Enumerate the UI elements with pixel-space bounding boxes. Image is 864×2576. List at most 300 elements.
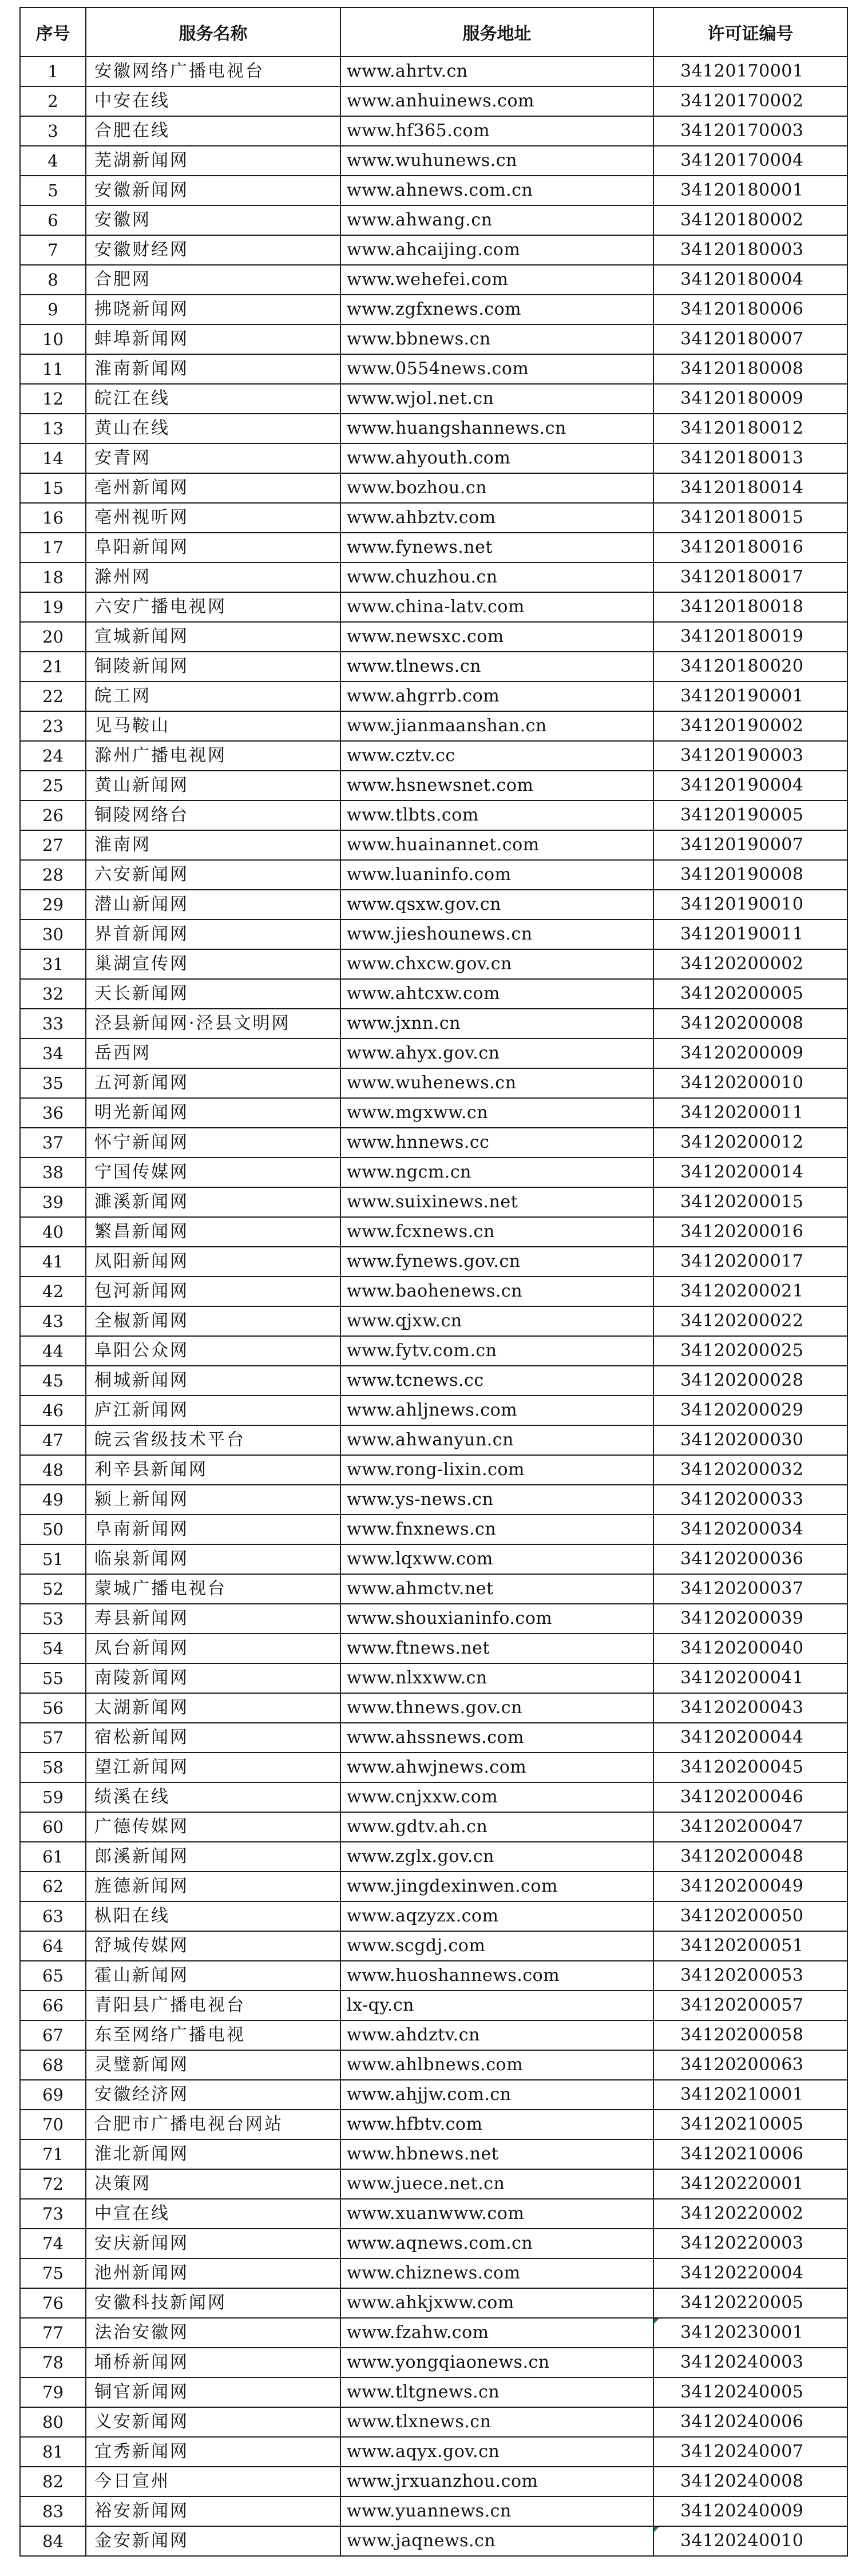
service-address: www.cztv.cc — [340, 741, 653, 771]
service-name: 绩溪在线 — [86, 1782, 340, 1812]
table-row — [20, 503, 847, 533]
service-name: 濉溪新闻网 — [86, 1187, 340, 1217]
service-name: 东至网络广播电视 — [86, 2020, 340, 2050]
service-name: 凤阳新闻网 — [86, 1247, 340, 1277]
license-number: 34120180017 — [653, 562, 847, 592]
license-number: 34120200063 — [653, 2050, 847, 2080]
license-number: 34120190003 — [653, 741, 847, 771]
service-name: 安徽科技新闻网 — [86, 2288, 340, 2318]
license-number: 34120200005 — [653, 979, 847, 1009]
license-number: 34120220005 — [653, 2288, 847, 2318]
table-row — [20, 1455, 847, 1485]
table-row — [20, 1693, 847, 1723]
service-name: 安徽经济网 — [86, 2080, 340, 2110]
license-number: 34120200044 — [653, 1723, 847, 1753]
service-address: www.ahyouth.com — [340, 443, 653, 473]
row-number: 78 — [20, 2348, 86, 2377]
table-row — [20, 562, 847, 592]
service-name: 五河新闻网 — [86, 1068, 340, 1098]
service-name: 合肥市广播电视台网站 — [86, 2110, 340, 2139]
header-row — [20, 7, 847, 57]
table-row — [20, 652, 847, 681]
service-address: www.jrxuanzhou.com — [340, 2467, 653, 2496]
table-row — [20, 2467, 847, 2496]
service-address: www.bozhou.cn — [340, 473, 653, 503]
table-row — [20, 2526, 847, 2556]
row-number: 56 — [20, 1693, 86, 1723]
service-name: 阜阳公众网 — [86, 1336, 340, 1366]
row-number: 72 — [20, 2169, 86, 2199]
table-row — [20, 1872, 847, 1901]
service-name: 皖江在线 — [86, 384, 340, 414]
row-number: 81 — [20, 2437, 86, 2467]
service-address: www.ahyx.gov.cn — [340, 1039, 653, 1068]
service-name: 金安新闻网 — [86, 2526, 340, 2556]
service-name: 蚌埠新闻网 — [86, 324, 340, 354]
service-address: www.fytv.com.cn — [340, 1336, 653, 1366]
license-number: 34120170001 — [653, 57, 847, 86]
service-address: www.fcxnews.cn — [340, 1217, 653, 1247]
service-address: www.thnews.gov.cn — [340, 1693, 653, 1723]
service-address: www.fynews.gov.cn — [340, 1247, 653, 1277]
license-number: 34120200047 — [653, 1812, 847, 1842]
row-number: 12 — [20, 384, 86, 414]
table-row — [20, 2288, 847, 2318]
service-address: www.suixinews.net — [340, 1187, 653, 1217]
service-name: 利辛县新闻网 — [86, 1455, 340, 1485]
license-number: 34120200032 — [653, 1455, 847, 1485]
table-row — [20, 295, 847, 324]
table-row — [20, 1306, 847, 1336]
license-number: 34120190004 — [653, 771, 847, 800]
service-address: www.ahwanyun.cn — [340, 1425, 653, 1455]
license-number: 34120200021 — [653, 1277, 847, 1306]
service-address: www.ftnews.net — [340, 1634, 653, 1663]
table-row — [20, 1336, 847, 1366]
license-number: 34120180014 — [653, 473, 847, 503]
service-name: 凤台新闻网 — [86, 1634, 340, 1663]
row-number: 1 — [20, 57, 86, 86]
row-number: 24 — [20, 741, 86, 771]
service-name: 皖云省级技术平台 — [86, 1425, 340, 1455]
license-number: 34120240008 — [653, 2467, 847, 2496]
table-row — [20, 1991, 847, 2020]
license-number: 34120230001 — [653, 2318, 847, 2348]
row-number: 36 — [20, 1098, 86, 1128]
service-name: 临泉新闻网 — [86, 1544, 340, 1574]
service-name: 今日宣州 — [86, 2467, 340, 2496]
row-number: 55 — [20, 1663, 86, 1693]
service-address: www.ahkjxww.com — [340, 2288, 653, 2318]
table-row — [20, 1901, 847, 1931]
service-name: 青阳县广播电视台 — [86, 1991, 340, 2020]
row-number: 65 — [20, 1961, 86, 1991]
table-row — [20, 1068, 847, 1098]
row-number: 71 — [20, 2139, 86, 2169]
table-row — [20, 2199, 847, 2229]
service-address: www.ahwang.cn — [340, 205, 653, 235]
service-name: 拂晓新闻网 — [86, 295, 340, 324]
license-number: 34120190011 — [653, 920, 847, 949]
row-number: 80 — [20, 2407, 86, 2437]
service-name: 池州新闻网 — [86, 2258, 340, 2288]
service-address: www.qjxw.cn — [340, 1306, 653, 1336]
row-number: 38 — [20, 1158, 86, 1187]
row-number: 61 — [20, 1842, 86, 1872]
license-number: 34120200048 — [653, 1842, 847, 1872]
row-number: 44 — [20, 1336, 86, 1366]
row-number: 58 — [20, 1753, 86, 1782]
service-name: 阜阳新闻网 — [86, 533, 340, 562]
row-number: 59 — [20, 1782, 86, 1812]
service-address: www.ahbztv.com — [340, 503, 653, 533]
service-name: 合肥网 — [86, 265, 340, 295]
service-name: 庐江新闻网 — [86, 1396, 340, 1425]
license-number: 34120170003 — [653, 116, 847, 146]
row-number: 20 — [20, 622, 86, 652]
table-row — [20, 2080, 847, 2110]
row-number: 27 — [20, 830, 86, 860]
service-address: www.jingdexinwen.com — [340, 1872, 653, 1901]
row-number: 57 — [20, 1723, 86, 1753]
service-name: 黄山新闻网 — [86, 771, 340, 800]
service-name: 太湖新闻网 — [86, 1693, 340, 1723]
table-row — [20, 86, 847, 116]
table-row — [20, 949, 847, 979]
row-number: 33 — [20, 1009, 86, 1039]
row-number: 53 — [20, 1604, 86, 1634]
service-address: www.ahssnews.com — [340, 1723, 653, 1753]
table-row — [20, 2318, 847, 2348]
table-row — [20, 2437, 847, 2467]
row-number: 34 — [20, 1039, 86, 1068]
row-number: 41 — [20, 1247, 86, 1277]
header-license-number: 许可证编号 — [653, 7, 847, 57]
row-number: 23 — [20, 711, 86, 741]
license-number: 34120180003 — [653, 235, 847, 265]
license-number: 34120200025 — [653, 1336, 847, 1366]
table-row — [20, 1366, 847, 1396]
license-number: 34120200034 — [653, 1515, 847, 1544]
service-name: 明光新闻网 — [86, 1098, 340, 1128]
license-number: 34120170002 — [653, 86, 847, 116]
service-address: www.ngcm.cn — [340, 1158, 653, 1187]
service-name: 安徽网 — [86, 205, 340, 235]
header-no: 序号 — [20, 7, 86, 57]
table-row — [20, 176, 847, 205]
service-address: www.wehefei.com — [340, 265, 653, 295]
row-number: 51 — [20, 1544, 86, 1574]
license-number: 34120190002 — [653, 711, 847, 741]
service-name: 芜湖新闻网 — [86, 146, 340, 176]
service-name: 岳西网 — [86, 1039, 340, 1068]
table-row — [20, 1782, 847, 1812]
service-address: www.tlxnews.cn — [340, 2407, 653, 2437]
license-number: 34120240010 — [653, 2526, 847, 2556]
license-number: 34120240009 — [653, 2496, 847, 2526]
license-number: 34120200046 — [653, 1782, 847, 1812]
license-number: 34120200029 — [653, 1396, 847, 1425]
service-name: 亳州新闻网 — [86, 473, 340, 503]
table-row — [20, 1396, 847, 1425]
table-row — [20, 2258, 847, 2288]
license-number: 34120210001 — [653, 2080, 847, 2110]
service-name: 泾县新闻网·泾县文明网 — [86, 1009, 340, 1039]
license-number: 34120200036 — [653, 1544, 847, 1574]
service-address: www.lqxww.com — [340, 1544, 653, 1574]
table-row — [20, 1187, 847, 1217]
service-name: 铜陵网络台 — [86, 800, 340, 830]
row-number: 32 — [20, 979, 86, 1009]
license-table — [19, 7, 848, 2557]
license-number: 34120240005 — [653, 2377, 847, 2407]
service-address: www.scgdj.com — [340, 1931, 653, 1961]
table-header — [20, 7, 847, 57]
service-address: www.jaqnews.cn — [340, 2526, 653, 2556]
service-address: www.qsxw.gov.cn — [340, 890, 653, 920]
table-row — [20, 2169, 847, 2199]
license-number: 34120240007 — [653, 2437, 847, 2467]
row-number: 17 — [20, 533, 86, 562]
table-row — [20, 1634, 847, 1663]
table-row — [20, 443, 847, 473]
service-name: 颍上新闻网 — [86, 1485, 340, 1515]
license-number: 34120200002 — [653, 949, 847, 979]
row-number: 21 — [20, 652, 86, 681]
service-name: 怀宁新闻网 — [86, 1128, 340, 1158]
license-number: 34120200043 — [653, 1693, 847, 1723]
row-number: 70 — [20, 2110, 86, 2139]
service-address: www.ahjjw.com.cn — [340, 2080, 653, 2110]
service-name: 淮北新闻网 — [86, 2139, 340, 2169]
table-row — [20, 1753, 847, 1782]
row-number: 43 — [20, 1306, 86, 1336]
license-number: 34120200015 — [653, 1187, 847, 1217]
license-number: 34120200050 — [653, 1901, 847, 1931]
row-number: 29 — [20, 890, 86, 920]
row-number: 47 — [20, 1425, 86, 1455]
license-number: 34120190008 — [653, 860, 847, 890]
license-number: 34120200016 — [653, 1217, 847, 1247]
table-row — [20, 1663, 847, 1693]
table-row — [20, 146, 847, 176]
service-name: 滁州广播电视网 — [86, 741, 340, 771]
license-number: 34120190005 — [653, 800, 847, 830]
service-name: 广德传媒网 — [86, 1812, 340, 1842]
service-name: 安庆新闻网 — [86, 2229, 340, 2258]
service-address: lx-qy.cn — [340, 1991, 653, 2020]
row-number: 13 — [20, 414, 86, 443]
table-row — [20, 622, 847, 652]
service-name: 淮南网 — [86, 830, 340, 860]
service-address: www.tlbts.com — [340, 800, 653, 830]
row-number: 73 — [20, 2199, 86, 2229]
service-name: 寿县新闻网 — [86, 1604, 340, 1634]
table-row — [20, 1604, 847, 1634]
service-address: www.huainannet.com — [340, 830, 653, 860]
service-address: www.hbnews.net — [340, 2139, 653, 2169]
table-row — [20, 1158, 847, 1187]
service-name: 铜陵新闻网 — [86, 652, 340, 681]
service-address: www.hnnews.cc — [340, 1128, 653, 1158]
table-row — [20, 2496, 847, 2526]
license-number: 34120200014 — [653, 1158, 847, 1187]
license-number: 34120240003 — [653, 2348, 847, 2377]
license-number: 34120200049 — [653, 1872, 847, 1901]
service-address: www.ahmctv.net — [340, 1574, 653, 1604]
license-number: 34120180008 — [653, 354, 847, 384]
license-number: 34120180020 — [653, 652, 847, 681]
service-address: www.fnxnews.cn — [340, 1515, 653, 1544]
row-number: 5 — [20, 176, 86, 205]
row-number: 7 — [20, 235, 86, 265]
row-number: 18 — [20, 562, 86, 592]
service-address: www.cnjxxw.com — [340, 1782, 653, 1812]
row-number: 68 — [20, 2050, 86, 2080]
service-address: www.huangshannews.cn — [340, 414, 653, 443]
row-number: 37 — [20, 1128, 86, 1158]
service-name: 巢湖宣传网 — [86, 949, 340, 979]
header-service-name: 服务名称 — [86, 7, 340, 57]
row-number: 19 — [20, 592, 86, 622]
license-number: 34120200012 — [653, 1128, 847, 1158]
service-name: 望江新闻网 — [86, 1753, 340, 1782]
service-address: www.baohenews.cn — [340, 1277, 653, 1306]
service-address: www.ahnews.com.cn — [340, 176, 653, 205]
service-address: www.aqzyzx.com — [340, 1901, 653, 1931]
service-address: www.tltgnews.cn — [340, 2377, 653, 2407]
service-name: 全椒新闻网 — [86, 1306, 340, 1336]
table-row — [20, 265, 847, 295]
row-number: 3 — [20, 116, 86, 146]
service-address: www.aqnews.com.cn — [340, 2229, 653, 2258]
table-row — [20, 830, 847, 860]
service-name: 宜秀新闻网 — [86, 2437, 340, 2467]
license-number: 34120240006 — [653, 2407, 847, 2437]
row-number: 14 — [20, 443, 86, 473]
license-number: 34120220003 — [653, 2229, 847, 2258]
row-number: 30 — [20, 920, 86, 949]
row-number: 10 — [20, 324, 86, 354]
table-row — [20, 235, 847, 265]
license-number: 34120200040 — [653, 1634, 847, 1663]
service-name: 霍山新闻网 — [86, 1961, 340, 1991]
service-name: 安徽网络广播电视台 — [86, 57, 340, 86]
row-number: 46 — [20, 1396, 86, 1425]
header-service-address: 服务地址 — [340, 7, 653, 57]
table-row — [20, 1098, 847, 1128]
service-name: 郎溪新闻网 — [86, 1842, 340, 1872]
service-name: 旌德新闻网 — [86, 1872, 340, 1901]
license-number: 34120180015 — [653, 503, 847, 533]
license-number: 34120180019 — [653, 622, 847, 652]
license-number: 34120180012 — [653, 414, 847, 443]
service-name: 桐城新闻网 — [86, 1366, 340, 1396]
license-number: 34120200008 — [653, 1009, 847, 1039]
service-address: www.yongqiaonews.cn — [340, 2348, 653, 2377]
row-number: 52 — [20, 1574, 86, 1604]
service-address: www.tcnews.cc — [340, 1366, 653, 1396]
service-address: www.xuanwww.com — [340, 2199, 653, 2229]
row-number: 6 — [20, 205, 86, 235]
service-address: www.chiznews.com — [340, 2258, 653, 2288]
license-number: 34120180009 — [653, 384, 847, 414]
service-address: www.jieshounews.cn — [340, 920, 653, 949]
service-name: 法治安徽网 — [86, 2318, 340, 2348]
service-name: 合肥在线 — [86, 116, 340, 146]
service-address: www.wuhenews.cn — [340, 1068, 653, 1098]
license-number: 34120200030 — [653, 1425, 847, 1455]
table-row — [20, 1515, 847, 1544]
table-row — [20, 860, 847, 890]
service-name: 黄山在线 — [86, 414, 340, 443]
row-number: 4 — [20, 146, 86, 176]
license-number: 34120200041 — [653, 1663, 847, 1693]
service-address: www.ahrtv.cn — [340, 57, 653, 86]
table-row — [20, 681, 847, 711]
license-number: 34120180002 — [653, 205, 847, 235]
service-name: 南陵新闻网 — [86, 1663, 340, 1693]
row-number: 39 — [20, 1187, 86, 1217]
license-number: 34120180013 — [653, 443, 847, 473]
table-body — [20, 57, 847, 2556]
table-row — [20, 2407, 847, 2437]
table-row — [20, 800, 847, 830]
table-row — [20, 2110, 847, 2139]
service-address: www.yuannews.cn — [340, 2496, 653, 2526]
table-row — [20, 1277, 847, 1306]
table-row — [20, 2050, 847, 2080]
service-name: 宣城新闻网 — [86, 622, 340, 652]
service-address: www.gdtv.ah.cn — [340, 1812, 653, 1842]
service-address: www.ahljnews.com — [340, 1396, 653, 1425]
license-number: 34120220001 — [653, 2169, 847, 2199]
table-row — [20, 890, 847, 920]
license-number: 34120190001 — [653, 681, 847, 711]
row-number: 69 — [20, 2080, 86, 2110]
row-number: 48 — [20, 1455, 86, 1485]
service-address: www.jxnn.cn — [340, 1009, 653, 1039]
service-name: 枞阳在线 — [86, 1901, 340, 1931]
license-number: 34120200051 — [653, 1931, 847, 1961]
table-row — [20, 711, 847, 741]
table-row — [20, 1039, 847, 1068]
license-number: 34120200017 — [653, 1247, 847, 1277]
row-number: 76 — [20, 2288, 86, 2318]
table-row — [20, 1009, 847, 1039]
service-name: 裕安新闻网 — [86, 2496, 340, 2526]
service-address: www.newsxc.com — [340, 622, 653, 652]
service-address: www.fynews.net — [340, 533, 653, 562]
service-name: 宿松新闻网 — [86, 1723, 340, 1753]
service-address: www.nlxxww.cn — [340, 1663, 653, 1693]
table-row — [20, 1217, 847, 1247]
table-row — [20, 2377, 847, 2407]
license-number: 34120170004 — [653, 146, 847, 176]
service-address: www.chuzhou.cn — [340, 562, 653, 592]
row-number: 11 — [20, 354, 86, 384]
table-row — [20, 414, 847, 443]
service-name: 铜官新闻网 — [86, 2377, 340, 2407]
service-address: www.ahtcxw.com — [340, 979, 653, 1009]
license-number: 34120200022 — [653, 1306, 847, 1336]
service-name: 淮南新闻网 — [86, 354, 340, 384]
license-number: 34120220002 — [653, 2199, 847, 2229]
service-name: 阜南新闻网 — [86, 1515, 340, 1544]
service-name: 中安在线 — [86, 86, 340, 116]
service-address: www.bbnews.cn — [340, 324, 653, 354]
service-address: www.ahcaijing.com — [340, 235, 653, 265]
